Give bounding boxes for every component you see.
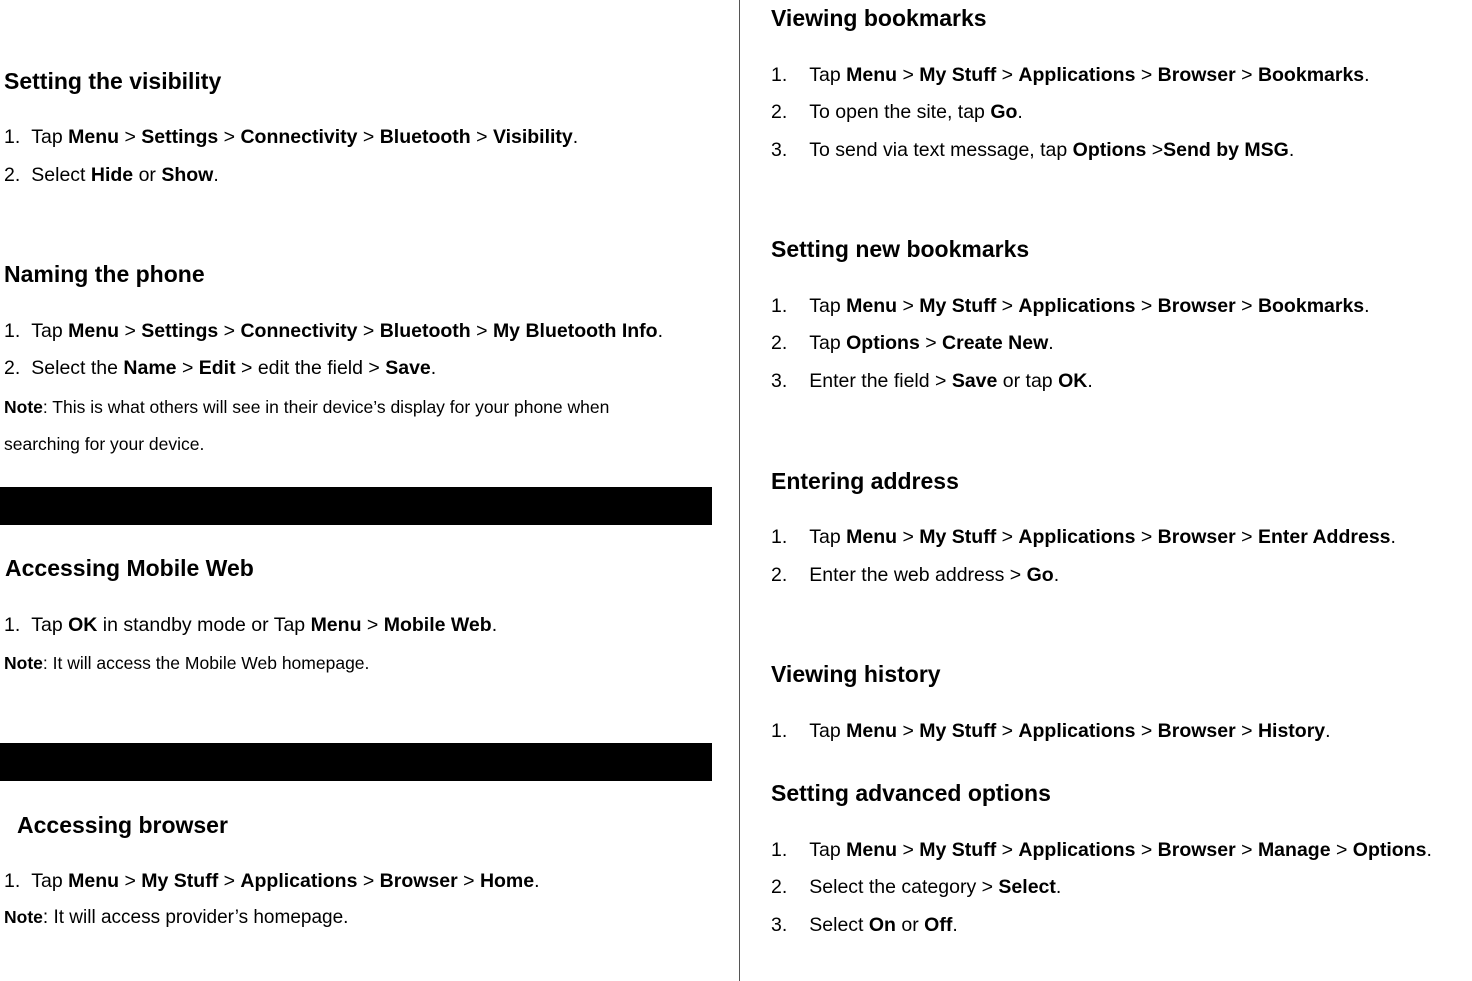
heading-history: Viewing history	[771, 661, 941, 687]
step-keyword: OK	[1058, 370, 1088, 392]
step-number: 3.	[771, 139, 788, 161]
step-keyword: Bluetooth	[379, 126, 471, 148]
note-browser	[4, 907, 348, 929]
step-text: To open the site, tap	[809, 101, 991, 123]
step-text: .	[1364, 295, 1370, 317]
step-text: >	[357, 870, 380, 892]
section-header-bar	[0, 487, 712, 525]
step-text: >	[1235, 295, 1258, 317]
step-keyword: Select	[998, 876, 1056, 898]
step-keyword: Options	[1352, 839, 1427, 861]
note-label: Note	[4, 397, 43, 417]
step-text: >	[897, 295, 920, 317]
step-keyword: Bookmarks	[1257, 295, 1365, 317]
heading-advanced: Setting advanced options	[771, 780, 1051, 806]
step-text: .	[572, 126, 579, 148]
step-text: >	[361, 614, 384, 636]
step-text: >	[1235, 64, 1258, 86]
step-keyword: Browser	[1157, 526, 1236, 548]
step-keyword: Manage	[1257, 839, 1331, 861]
step-text: >	[1135, 295, 1158, 317]
step-browser-1	[4, 870, 540, 893]
step-keyword: Applications	[1018, 526, 1136, 548]
step-text: Tap	[31, 126, 69, 148]
step-text: >	[357, 126, 380, 148]
column-divider	[739, 0, 740, 981]
step-text: >	[1330, 839, 1353, 861]
step-keyword: Browser	[1157, 295, 1236, 317]
step-text: >	[218, 320, 241, 342]
step-text: >	[357, 320, 380, 342]
step-advanced-1	[771, 839, 1432, 862]
step-text: >	[218, 870, 241, 892]
step-number: 1.	[4, 870, 21, 892]
step-text: .	[1087, 370, 1093, 392]
step-keyword: Menu	[68, 126, 120, 148]
step-text: >	[1135, 64, 1158, 86]
step-keyword: Go	[1026, 564, 1054, 586]
step-mobile-web-1	[4, 614, 497, 637]
step-text: .	[1364, 64, 1370, 86]
heading-browser: Accessing browser	[17, 812, 228, 838]
step-number: 2.	[4, 357, 21, 379]
step-text: .	[1426, 839, 1432, 861]
step-text: or	[133, 164, 162, 186]
step-text: Tap	[809, 839, 847, 861]
step-keyword: Name	[123, 357, 177, 379]
step-keyword: Menu	[846, 295, 898, 317]
step-text: Tap	[809, 720, 847, 742]
step-text: Tap	[31, 614, 69, 636]
step-visibility-1	[4, 126, 578, 149]
step-text: >	[457, 870, 480, 892]
step-keyword: Bookmarks	[1257, 64, 1365, 86]
heading-visibility: Setting the visibility	[4, 68, 222, 94]
step-text: .	[1053, 564, 1060, 586]
step-keyword: Go	[990, 101, 1018, 123]
step-text: or tap	[997, 370, 1059, 392]
step-entering-address-1	[771, 526, 1396, 549]
step-text: Select	[31, 164, 91, 186]
step-text: >	[119, 126, 142, 148]
step-keyword: Save	[951, 370, 998, 392]
step-keyword: Browser	[1157, 64, 1236, 86]
step-keyword: My Bluetooth Info	[492, 320, 658, 342]
step-text: To send via text message, tap	[809, 139, 1073, 161]
step-keyword: OK	[68, 614, 98, 636]
step-text: >	[996, 64, 1019, 86]
step-keyword: Mobile Web	[383, 614, 492, 636]
step-text: >	[897, 526, 920, 548]
step-text: > edit the field >	[235, 357, 386, 379]
step-new-bookmarks-2	[771, 332, 1054, 355]
step-keyword: Hide	[90, 164, 134, 186]
step-text: Tap	[809, 332, 847, 354]
step-text: .	[1325, 720, 1331, 742]
step-number: 1.	[4, 126, 21, 148]
step-text: >	[1146, 139, 1164, 161]
step-text: Enter the web address >	[809, 564, 1027, 586]
heading-entering-address: Entering address	[771, 468, 959, 494]
step-keyword: Menu	[846, 720, 898, 742]
step-keyword: Home	[479, 870, 535, 892]
step-text: >	[176, 357, 199, 379]
step-keyword: Send by MSG	[1163, 139, 1289, 161]
step-text: >	[1235, 839, 1258, 861]
step-keyword: Show	[161, 164, 214, 186]
step-text: >	[1135, 526, 1158, 548]
step-text: .	[1017, 101, 1023, 123]
step-keyword: Browser	[379, 870, 458, 892]
step-viewing-bookmarks-3	[771, 139, 1294, 162]
note-label: Note	[4, 653, 43, 673]
note-mobile-web	[4, 653, 369, 674]
note-label: Note	[4, 907, 43, 927]
step-text: .	[491, 614, 498, 636]
step-keyword: Applications	[1018, 64, 1136, 86]
step-number: 2.	[771, 332, 788, 354]
section-header-bar	[0, 743, 712, 781]
step-number: 1.	[771, 64, 788, 86]
step-number: 2.	[771, 564, 788, 586]
step-number: 1.	[4, 614, 21, 636]
step-keyword: Applications	[1018, 720, 1136, 742]
step-number: 1.	[771, 526, 788, 548]
step-viewing-bookmarks-2	[771, 101, 1023, 124]
step-keyword: Connectivity	[240, 320, 358, 342]
step-text: Tap	[809, 295, 847, 317]
step-keyword: History	[1257, 720, 1326, 742]
heading-new-bookmarks: Setting new bookmarks	[771, 236, 1030, 262]
step-new-bookmarks-3	[771, 370, 1093, 393]
note-text: : It will access provider’s homepage.	[42, 907, 349, 928]
step-keyword: My Stuff	[919, 64, 997, 86]
step-number: 3.	[771, 914, 788, 936]
step-text: Enter the field >	[809, 370, 952, 392]
step-keyword: My Stuff	[919, 295, 997, 317]
step-text: >	[996, 526, 1019, 548]
step-naming-1	[4, 320, 663, 343]
step-number: 2.	[4, 164, 21, 186]
step-text: .	[1048, 332, 1054, 354]
step-text: >	[897, 839, 920, 861]
step-text: Select the category >	[809, 876, 999, 898]
step-keyword: My Stuff	[919, 720, 997, 742]
step-text: .	[952, 914, 958, 936]
step-text: .	[213, 164, 219, 186]
heading-viewing-bookmarks: Viewing bookmarks	[771, 5, 987, 31]
step-number: 1.	[771, 720, 788, 742]
step-text: >	[897, 720, 920, 742]
step-text: >	[996, 295, 1019, 317]
step-keyword: Menu	[846, 526, 898, 548]
step-text: >	[119, 320, 142, 342]
step-text: Tap	[809, 64, 847, 86]
step-keyword: Enter Address	[1257, 526, 1391, 548]
step-history-1	[771, 720, 1331, 743]
step-keyword: On	[868, 914, 896, 936]
step-keyword: Menu	[310, 614, 362, 636]
step-keyword: Options	[846, 332, 920, 354]
step-text: >	[1135, 720, 1158, 742]
step-text: .	[1055, 876, 1062, 898]
step-text: .	[534, 870, 540, 892]
step-keyword: Save	[385, 357, 431, 379]
step-text: Tap	[809, 526, 847, 548]
step-number: 1.	[4, 320, 21, 342]
step-text: >	[996, 839, 1019, 861]
step-keyword: My Stuff	[919, 839, 997, 861]
step-keyword: Visibility	[492, 126, 573, 148]
step-keyword: Create New	[942, 332, 1049, 354]
step-keyword: My Stuff	[919, 526, 997, 548]
step-keyword: Applications	[240, 870, 358, 892]
heading-mobile-web: Accessing Mobile Web	[5, 555, 254, 581]
step-keyword: Browser	[1157, 720, 1236, 742]
step-entering-address-2	[771, 564, 1059, 587]
step-viewing-bookmarks-1	[771, 64, 1370, 87]
step-keyword: Menu	[68, 320, 120, 342]
step-text: .	[430, 357, 437, 379]
step-text: .	[1390, 526, 1396, 548]
step-text: >	[1135, 839, 1158, 861]
step-visibility-2	[4, 164, 219, 187]
step-text: Tap	[31, 870, 69, 892]
step-text: .	[657, 320, 663, 342]
step-text: >	[1235, 720, 1258, 742]
step-keyword: Menu	[68, 870, 120, 892]
step-new-bookmarks-1	[771, 295, 1370, 318]
step-keyword: Applications	[1018, 295, 1136, 317]
step-keyword: Applications	[1018, 839, 1136, 861]
note-naming-cont: searching for your device.	[4, 434, 205, 454]
step-keyword: Options	[1072, 139, 1147, 161]
step-text: Select	[809, 914, 869, 936]
step-naming-2	[4, 357, 436, 380]
step-number: 2.	[771, 876, 788, 898]
step-keyword: My Stuff	[141, 870, 219, 892]
step-advanced-2	[771, 876, 1061, 899]
step-number: 2.	[771, 101, 788, 123]
step-text: >	[897, 64, 920, 86]
step-keyword: Browser	[1157, 839, 1236, 861]
note-text: : It will access the Mobile Web homepage.	[42, 653, 370, 673]
step-text: >	[996, 720, 1019, 742]
step-keyword: Bluetooth	[379, 320, 471, 342]
step-number: 1.	[771, 839, 788, 861]
step-number: 3.	[771, 370, 788, 392]
step-text: .	[1288, 139, 1295, 161]
step-advanced-3	[771, 914, 958, 937]
step-keyword: Edit	[198, 357, 236, 379]
step-text: >	[1235, 526, 1258, 548]
note-naming	[4, 397, 609, 418]
step-keyword: Menu	[846, 64, 898, 86]
step-text: >	[218, 126, 241, 148]
step-keyword: Menu	[846, 839, 898, 861]
step-text: Tap	[31, 320, 69, 342]
step-keyword: Off	[924, 914, 953, 936]
step-keyword: Connectivity	[240, 126, 358, 148]
step-text: or	[895, 914, 925, 936]
step-number: 1.	[771, 295, 788, 317]
heading-naming: Naming the phone	[4, 261, 205, 287]
step-text: >	[919, 332, 943, 354]
step-keyword: Settings	[141, 126, 219, 148]
step-text: in standby mode or Tap	[97, 614, 311, 636]
step-text: Select the	[31, 357, 124, 379]
step-text: >	[470, 320, 493, 342]
step-keyword: Settings	[141, 320, 219, 342]
step-text: >	[119, 870, 142, 892]
note-text: : This is what others will see in their device’s display for your phone when	[42, 397, 610, 417]
step-text: >	[470, 126, 493, 148]
